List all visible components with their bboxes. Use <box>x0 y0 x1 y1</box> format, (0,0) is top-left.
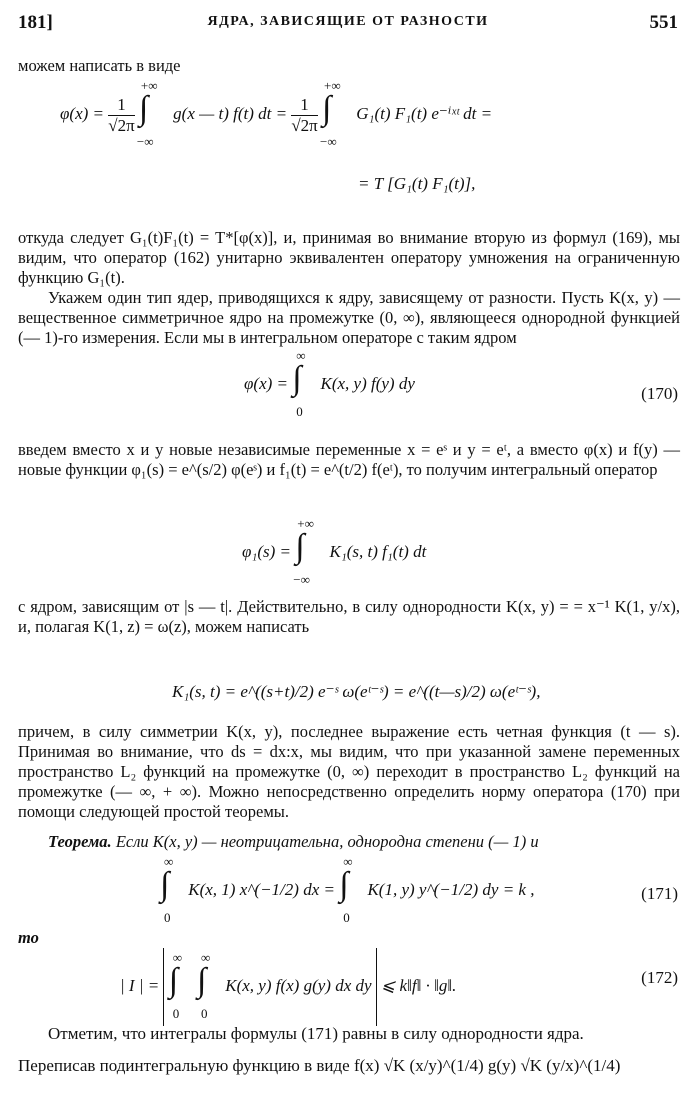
paragraph-4: введем вместо x и y новые независимые переменные x = eˢ и y = eᵗ, а вместо φ(x) и f(y) — новые функции φ₁(s) = e^(s/2) φ(eˢ) и f₁(t) = e^(t/2) f(eᵗ), то получим интегральный оператор <box>18 440 680 479</box>
theorem-statement: Теорема. Если K(x, y) — неотрицательна, однородна степени (— 1) и <box>48 832 539 851</box>
formula-172: | I | = ∫ ∞ 0 ∫ ∞ 0 K(x, y) f(x) g(y) dx dy ⩽ k‖f‖ · ‖g‖. <box>120 948 456 1026</box>
page-header <box>18 12 678 38</box>
running-title: ЯДРА, ЗАВИСЯЩИЕ ОТ РАЗНОСТИ <box>207 14 489 29</box>
paragraph-3: Укажем один тип ядер, приводящихся к ядру, зависящему от разности. Пусть K(x, y) — вещественное симметричное ядро на промежутке (0, ∞), являющееся однородной функцией (— 1)-го измерения. Если мы в интегральном операторе с таким ядром <box>18 288 680 347</box>
formula-170: φ(x) = ∫ ∞ 0 K(x, y) f(y) dy <box>244 348 415 419</box>
paragraph-2: откуда следует G₁(t)F₁(t) = T*[φ(x)], и, принимая во внимание вторую из формул (169), мы видим, что оператор (162) унитарно эквивалентен оператору умножения на ограниченную функцию G₁(t). <box>18 228 680 287</box>
page-number: 551 <box>649 12 678 33</box>
paragraph-8: Переписав подинтегральную функцию в виде f(x) √K (x/y)^(1/4) g(y) √K (y/x)^(1/4) <box>18 1056 621 1075</box>
equation-number-171: (171) <box>641 884 678 903</box>
paragraph-5: с ядром, зависящим от |s — t|. Действительно, в силу однородности K(x, y) = = x⁻¹ K(1, y/x), и, полагая K(1, z) = ω(z), можем написать <box>18 597 680 636</box>
theorem-label: Теорема. <box>48 832 112 851</box>
paragraph-7: Отметим, что интегралы формулы (171) равны в силу однородности ядра. <box>48 1024 584 1043</box>
then-word: то <box>18 928 39 947</box>
formula-K1: K₁(s, t) = e^((s+t)/2) e⁻ˢ ω(eᵗ⁻ˢ) = e^((t—s)/2) ω(eᵗ⁻ˢ), <box>172 682 541 701</box>
paragraph-6: причем, в силу симметрии K(x, y), последнее выражение есть четная функция (t — s). Принимая во внимание, что ds = dx:x, мы видим, что при указанной замене переменных пространство L₂ функций на промежутке (0, ∞) переходит в пространство L₂ функций на промежутке (— ∞, + ∞). Можно непосредственно определить норму оператора (170) при помощи следующей простой теоремы. <box>18 722 680 821</box>
section-number: 181] <box>18 12 53 33</box>
formula-phi1: φ₁(s) = ∫ +∞ −∞ K₁(s, t) f₁(t) dt <box>242 516 427 587</box>
formula-phi: φ(x) = $\frac{1}{√2\pi}$ ∫ +∞ −∞ g(x — t) f(t) dt = $\frac{1}{√2\pi}$ ∫ +∞ −∞ G₁(t) F₁(t) e⁻ⁱˣᵗ dt = <box>60 78 493 149</box>
formula-phi-cont: = T [G₁(t) F₁(t)], <box>358 174 476 193</box>
formula-171: ∫ ∞ 0 K(x, 1) x^(−1/2) dx = ∫ ∞ 0 K(1, y) y^(−1/2) dy = k , <box>160 854 535 925</box>
equation-number-172: (172) <box>641 968 678 987</box>
paragraph-1: можем написать в виде <box>18 56 181 75</box>
equation-number-170: (170) <box>641 384 678 403</box>
